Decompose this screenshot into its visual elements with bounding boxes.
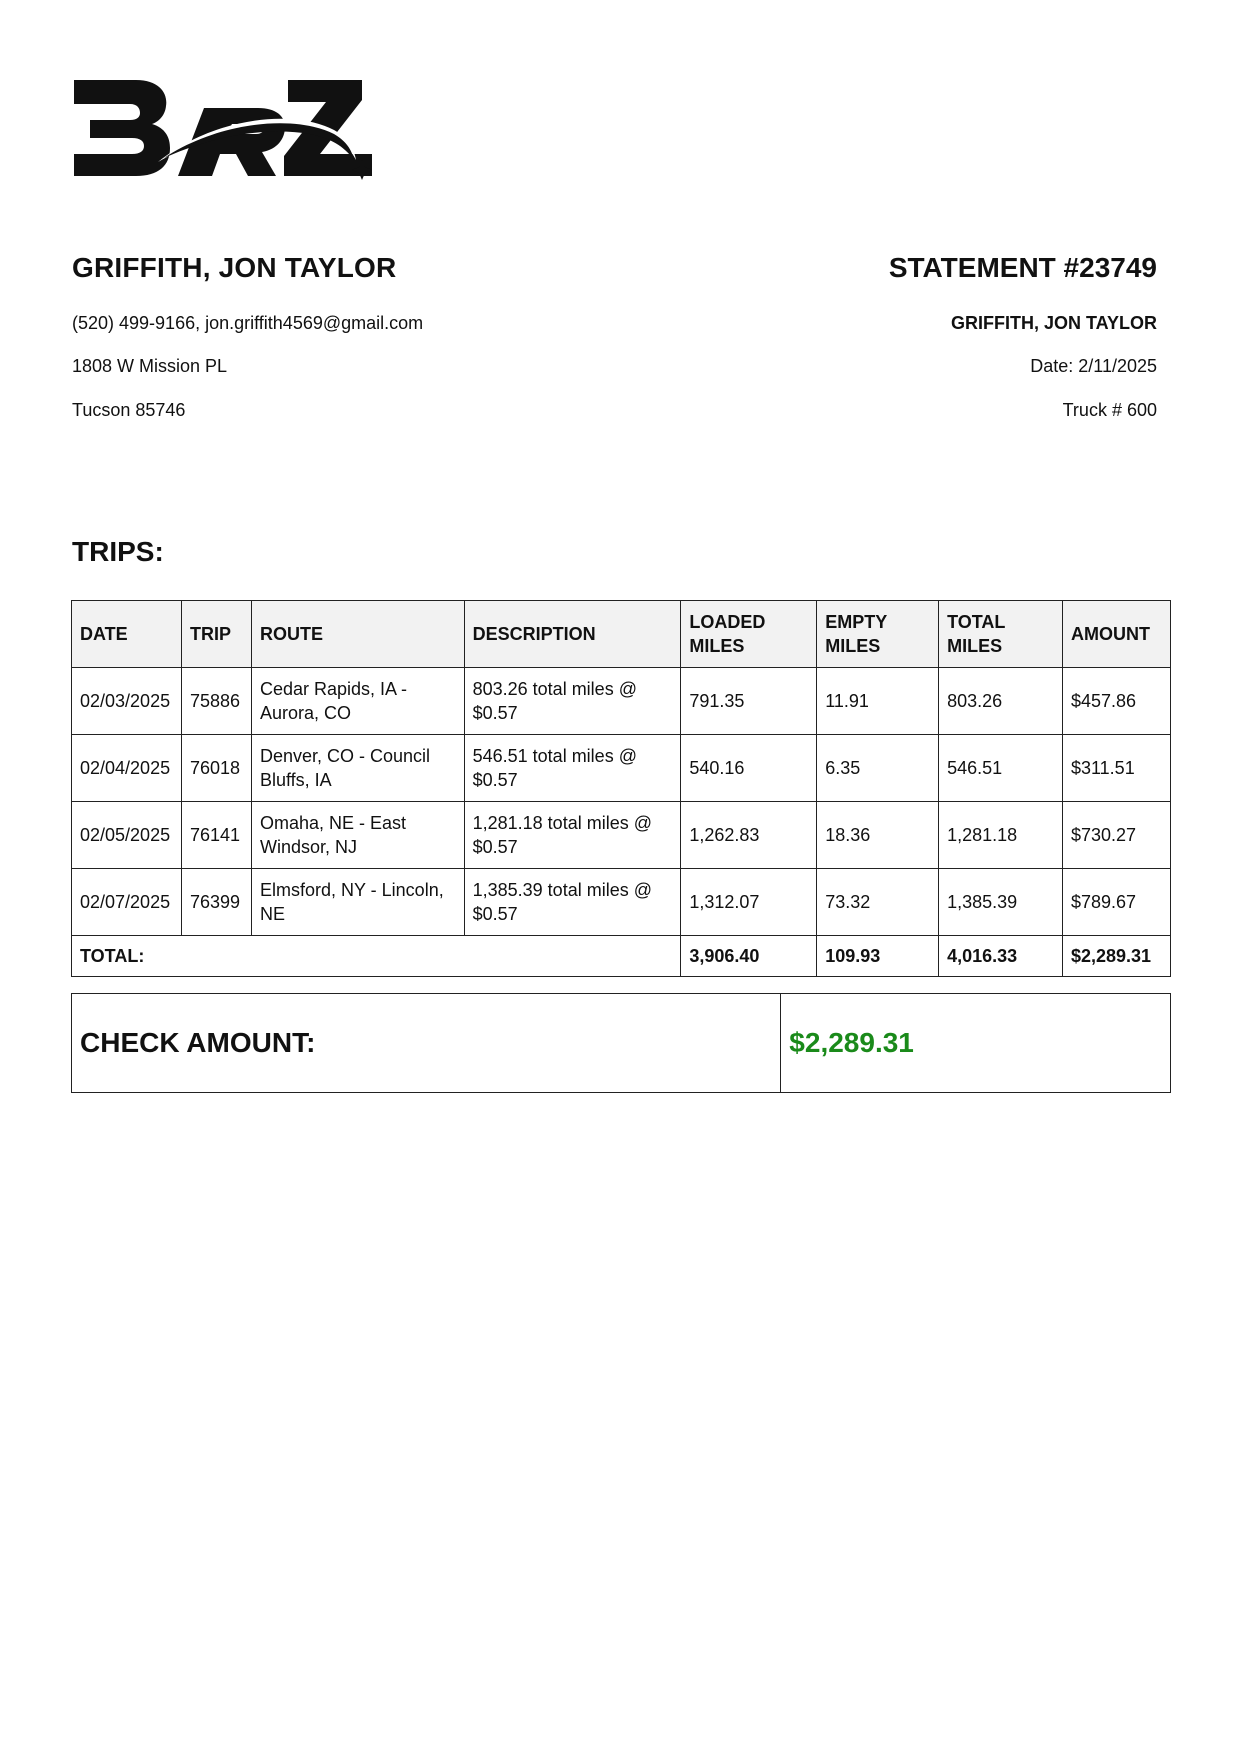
cell-total-miles: 1,385.39 <box>939 869 1063 936</box>
cell-date: 02/03/2025 <box>72 668 182 735</box>
total-empty-miles: 109.93 <box>817 936 939 977</box>
column-header-empty-miles: EMPTY MILES <box>817 601 939 668</box>
cell-empty-miles: 18.36 <box>817 802 939 869</box>
cell-total-miles: 803.26 <box>939 668 1063 735</box>
cell-trip: 76018 <box>181 735 251 802</box>
column-header-amount: AMOUNT <box>1062 601 1170 668</box>
statement-date: Date: 2/11/2025 <box>1030 356 1157 376</box>
cell-amount: $789.67 <box>1062 869 1170 936</box>
cell-trip: 75886 <box>181 668 251 735</box>
cell-amount: $311.51 <box>1062 735 1170 802</box>
cell-loaded-miles: 1,262.83 <box>681 802 817 869</box>
column-header-description: DESCRIPTION <box>464 601 681 668</box>
column-header-date: DATE <box>72 601 182 668</box>
check-amount-value: $2,289.31 <box>781 994 1171 1093</box>
statement-driver-name: GRIFFITH, JON TAYLOR <box>950 313 1157 333</box>
cell-route: Denver, CO - Council Bluffs, IA <box>251 735 464 802</box>
check-amount-table <box>71 993 1171 1093</box>
check-amount-row <box>72 994 1171 1093</box>
cell-loaded-miles: 791.35 <box>681 668 817 735</box>
total-loaded-miles: 3,906.40 <box>681 936 817 977</box>
table-row <box>72 802 1171 869</box>
column-header-total-miles: TOTAL MILES <box>939 601 1063 668</box>
total-total-miles: 4,016.33 <box>939 936 1063 977</box>
total-label: TOTAL: <box>72 936 681 977</box>
cell-empty-miles: 6.35 <box>817 735 939 802</box>
cell-date: 02/07/2025 <box>72 869 182 936</box>
cell-amount: $457.86 <box>1062 668 1170 735</box>
cell-route: Cedar Rapids, IA - Aurora, CO <box>251 668 464 735</box>
total-amount: $2,289.31 <box>1062 936 1170 977</box>
cell-description: 803.26 total miles @ $0.57 <box>464 668 681 735</box>
trips-heading: TRIPS: <box>72 536 164 567</box>
column-header-route: ROUTE <box>251 601 464 668</box>
cell-total-miles: 1,281.18 <box>939 802 1063 869</box>
driver-name-heading: GRIFFITH, JON TAYLOR <box>72 252 397 283</box>
column-header-loaded-miles: LOADED MILES <box>681 601 817 668</box>
cell-empty-miles: 73.32 <box>817 869 939 936</box>
cell-loaded-miles: 540.16 <box>681 735 817 802</box>
cell-route: Elmsford, NY - Lincoln, NE <box>251 869 464 936</box>
cell-date: 02/04/2025 <box>72 735 182 802</box>
statement-number-heading: STATEMENT #23749 <box>888 252 1157 283</box>
brz-logo <box>72 78 382 198</box>
cell-trip: 76399 <box>181 869 251 936</box>
total-row <box>72 936 1171 977</box>
column-header-trip: TRIP <box>181 601 251 668</box>
cell-route: Omaha, NE - East Windsor, NJ <box>251 802 464 869</box>
cell-description: 1,385.39 total miles @ $0.57 <box>464 869 681 936</box>
table-row <box>72 869 1171 936</box>
table-row <box>72 735 1171 802</box>
driver-contact: (520) 499-9166, jon.griffith4569@gmail.com <box>72 313 424 333</box>
cell-empty-miles: 11.91 <box>817 668 939 735</box>
driver-address-line1: 1808 W Mission PL <box>72 356 228 376</box>
table-header-row <box>72 601 1171 668</box>
cell-trip: 76141 <box>181 802 251 869</box>
driver-address-line2: Tucson 85746 <box>72 400 186 420</box>
table-row <box>72 668 1171 735</box>
cell-description: 1,281.18 total miles @ $0.57 <box>464 802 681 869</box>
cell-description: 546.51 total miles @ $0.57 <box>464 735 681 802</box>
cell-date: 02/05/2025 <box>72 802 182 869</box>
cell-loaded-miles: 1,312.07 <box>681 869 817 936</box>
check-amount-label: CHECK AMOUNT: <box>72 994 781 1093</box>
cell-total-miles: 546.51 <box>939 735 1063 802</box>
cell-amount: $730.27 <box>1062 802 1170 869</box>
trips-table <box>71 600 1171 977</box>
truck-number: Truck # 600 <box>1062 400 1157 420</box>
